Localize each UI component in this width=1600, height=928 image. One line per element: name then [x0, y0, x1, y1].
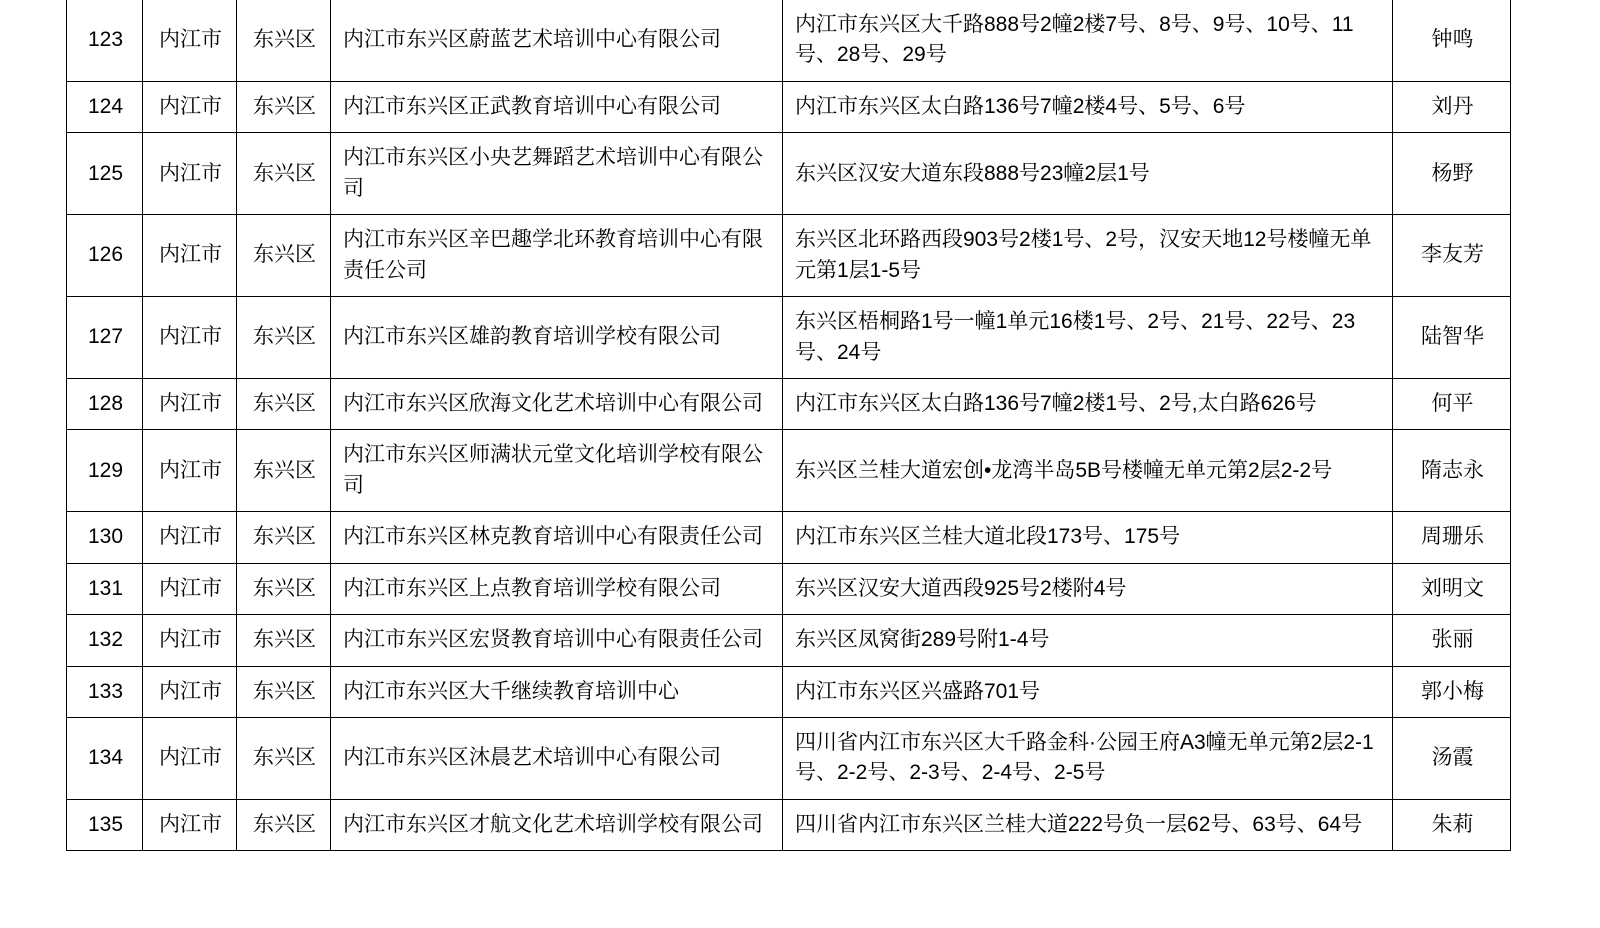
- cell-person: 张丽: [1393, 615, 1511, 666]
- cell-person: 李友芳: [1393, 215, 1511, 297]
- cell-city: 内江市: [143, 297, 237, 379]
- table-row: [67, 430, 1511, 512]
- cell-name: 内江市东兴区沐晨艺术培训中心有限公司: [331, 718, 783, 800]
- cell-name: 内江市东兴区宏贤教育培训中心有限责任公司: [331, 615, 783, 666]
- cell-city: 内江市: [143, 430, 237, 512]
- cell-index: 133: [67, 666, 143, 717]
- table-row: [67, 0, 1511, 81]
- cell-name: 内江市东兴区林克教育培训中心有限责任公司: [331, 512, 783, 563]
- cell-index: 123: [67, 0, 143, 81]
- cell-person: 汤霞: [1393, 718, 1511, 800]
- cell-address: 东兴区北环路西段903号2楼1号、2号，汉安天地12号楼幢无单元第1层1-5号: [783, 215, 1393, 297]
- table-row: [67, 297, 1511, 379]
- cell-address: 东兴区兰桂大道宏创•龙湾半岛5B号楼幢无单元第2层2-2号: [783, 430, 1393, 512]
- cell-index: 130: [67, 512, 143, 563]
- cell-city: 内江市: [143, 378, 237, 429]
- cell-person: 郭小梅: [1393, 666, 1511, 717]
- table-row: [67, 215, 1511, 297]
- cell-name: 内江市东兴区小央艺舞蹈艺术培训中心有限公司: [331, 133, 783, 215]
- cell-name: 内江市东兴区师满状元堂文化培训学校有限公司: [331, 430, 783, 512]
- cell-district: 东兴区: [237, 666, 331, 717]
- cell-index: 132: [67, 615, 143, 666]
- table-row: [67, 666, 1511, 717]
- cell-person: 陆智华: [1393, 297, 1511, 379]
- cell-city: 内江市: [143, 133, 237, 215]
- cell-index: 125: [67, 133, 143, 215]
- training-institutions-table: [66, 0, 1511, 851]
- cell-person: 周珊乐: [1393, 512, 1511, 563]
- cell-city: 内江市: [143, 666, 237, 717]
- cell-person: 朱莉: [1393, 799, 1511, 850]
- cell-name: 内江市东兴区辛巴趣学北环教育培训中心有限责任公司: [331, 215, 783, 297]
- cell-city: 内江市: [143, 799, 237, 850]
- cell-address: 内江市东兴区太白路136号7幢2楼1号、2号,太白路626号: [783, 378, 1393, 429]
- cell-district: 东兴区: [237, 718, 331, 800]
- table-row: [67, 718, 1511, 800]
- cell-index: 129: [67, 430, 143, 512]
- cell-city: 内江市: [143, 512, 237, 563]
- cell-index: 127: [67, 297, 143, 379]
- cell-address: 内江市东兴区大千路888号2幢2楼7号、8号、9号、10号、11号、28号、29号: [783, 0, 1393, 81]
- cell-city: 内江市: [143, 563, 237, 614]
- cell-address: 内江市东兴区太白路136号7幢2楼4号、5号、6号: [783, 81, 1393, 132]
- cell-address: 东兴区汉安大道东段888号23幢2层1号: [783, 133, 1393, 215]
- cell-address: 东兴区凤窝街289号附1-4号: [783, 615, 1393, 666]
- cell-name: 内江市东兴区正武教育培训中心有限公司: [331, 81, 783, 132]
- cell-index: 134: [67, 718, 143, 800]
- cell-city: 内江市: [143, 0, 237, 81]
- table-row: [67, 615, 1511, 666]
- cell-name: 内江市东兴区上点教育培训学校有限公司: [331, 563, 783, 614]
- cell-name: 内江市东兴区才航文化艺术培训学校有限公司: [331, 799, 783, 850]
- cell-district: 东兴区: [237, 430, 331, 512]
- table-row: [67, 799, 1511, 850]
- cell-index: 131: [67, 563, 143, 614]
- cell-address: 四川省内江市东兴区大千路金科·公园王府A3幢无单元第2层2-1号、2-2号、2-3号、2-4号、2-5号: [783, 718, 1393, 800]
- cell-district: 东兴区: [237, 378, 331, 429]
- table-body: [67, 0, 1511, 851]
- cell-index: 135: [67, 799, 143, 850]
- cell-person: 隋志永: [1393, 430, 1511, 512]
- cell-district: 东兴区: [237, 563, 331, 614]
- cell-address: 东兴区梧桐路1号一幢1单元16楼1号、2号、21号、22号、23号、24号: [783, 297, 1393, 379]
- cell-index: 124: [67, 81, 143, 132]
- cell-city: 内江市: [143, 718, 237, 800]
- cell-index: 126: [67, 215, 143, 297]
- cell-district: 东兴区: [237, 133, 331, 215]
- cell-address: 内江市东兴区兰桂大道北段173号、175号: [783, 512, 1393, 563]
- cell-person: 刘丹: [1393, 81, 1511, 132]
- cell-name: 内江市东兴区蔚蓝艺术培训中心有限公司: [331, 0, 783, 81]
- cell-district: 东兴区: [237, 512, 331, 563]
- cell-district: 东兴区: [237, 215, 331, 297]
- cell-district: 东兴区: [237, 615, 331, 666]
- cell-address: 东兴区汉安大道西段925号2楼附4号: [783, 563, 1393, 614]
- table-container: [66, 0, 1510, 851]
- table-row: [67, 378, 1511, 429]
- cell-city: 内江市: [143, 215, 237, 297]
- cell-city: 内江市: [143, 615, 237, 666]
- table-row: [67, 563, 1511, 614]
- cell-person: 钟鸣: [1393, 0, 1511, 81]
- cell-district: 东兴区: [237, 0, 331, 81]
- cell-district: 东兴区: [237, 297, 331, 379]
- table-row: [67, 512, 1511, 563]
- table-row: [67, 81, 1511, 132]
- cell-name: 内江市东兴区欣海文化艺术培训中心有限公司: [331, 378, 783, 429]
- cell-name: 内江市东兴区大千继续教育培训中心: [331, 666, 783, 717]
- cell-address: 内江市东兴区兴盛路701号: [783, 666, 1393, 717]
- cell-address: 四川省内江市东兴区兰桂大道222号负一层62号、63号、64号: [783, 799, 1393, 850]
- cell-person: 何平: [1393, 378, 1511, 429]
- table-row: [67, 133, 1511, 215]
- cell-district: 东兴区: [237, 799, 331, 850]
- cell-city: 内江市: [143, 81, 237, 132]
- cell-person: 刘明文: [1393, 563, 1511, 614]
- cell-name: 内江市东兴区雄韵教育培训学校有限公司: [331, 297, 783, 379]
- cell-district: 东兴区: [237, 81, 331, 132]
- cell-index: 128: [67, 378, 143, 429]
- cell-person: 杨野: [1393, 133, 1511, 215]
